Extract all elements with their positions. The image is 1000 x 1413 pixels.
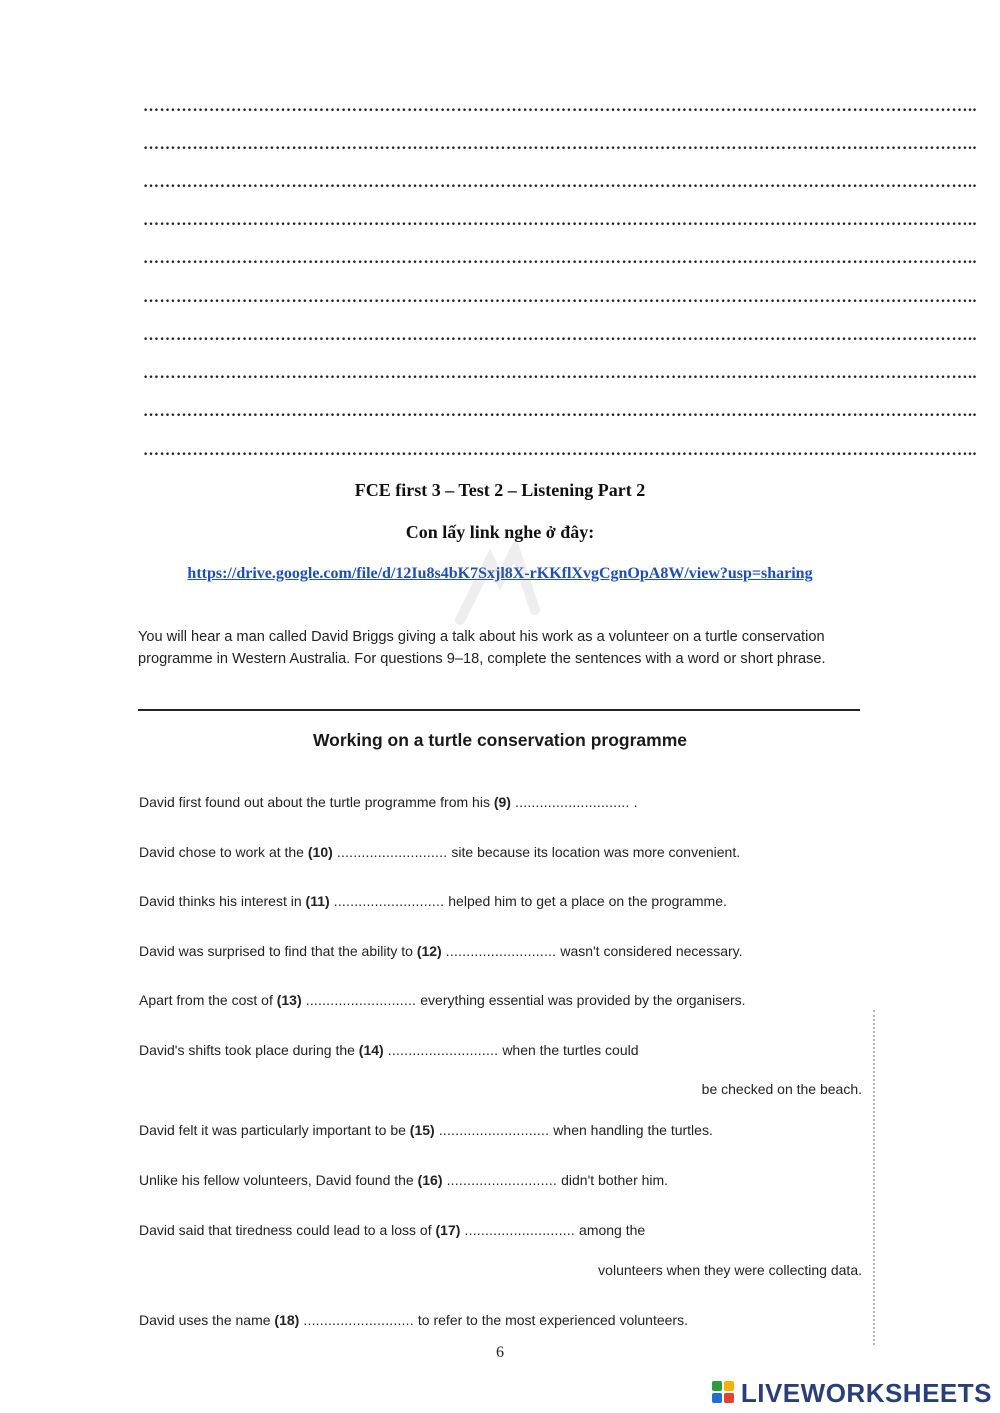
answer-blank[interactable]: ...........................	[301, 992, 421, 1008]
instructions: You will hear a man called David Briggs giving a talk about his work as a volunteer on a turtle conservation programme in Western Australia. For questions 9–18, complete the sentences with a word or short phrase.	[138, 629, 826, 667]
answer-blank[interactable]: ...........................	[460, 1222, 580, 1238]
scan-edge	[873, 1010, 879, 1345]
question-10	[139, 844, 740, 860]
liveworksheets-logo-icon	[711, 1379, 737, 1407]
question-number: (11)	[305, 893, 330, 909]
question-13	[139, 992, 746, 1008]
watermark-icon	[440, 540, 580, 640]
question-text: David's shifts took place during the	[139, 1042, 359, 1058]
question-text: David thinks his interest in	[139, 893, 306, 909]
question-text: didn't bother him.	[561, 1172, 669, 1188]
answer-line[interactable]: ……………………………………………………………………………………………………………………………………..	[143, 403, 977, 420]
question-text: David first found out about the turtle programme from his	[139, 794, 494, 810]
answer-line[interactable]: ……………………………………………………………………………………………………………………………………..	[143, 289, 977, 306]
answer-blank[interactable]: ...........................	[441, 943, 561, 959]
brand-name: LIVEWORKSHEETS	[740, 1377, 992, 1408]
question-number: (10)	[307, 844, 333, 860]
question-text: wasn't considered necessary.	[560, 943, 743, 959]
question-text: among the	[579, 1222, 646, 1238]
question-text: helped him to get a place on the programme.	[448, 893, 727, 909]
question-9	[139, 794, 638, 810]
question-text: Unlike his fellow volunteers, David found the	[139, 1172, 418, 1188]
section-title: Working on a turtle conservation programme	[312, 730, 688, 750]
answer-line[interactable]: ……………………………………………………………………………………………………………………………………..	[143, 212, 977, 229]
answer-blank[interactable]: ...........................	[434, 1122, 554, 1138]
link-intro: Con lấy link nghe ở đây:	[405, 522, 595, 542]
question-18	[139, 1312, 688, 1328]
question-text: when the turtles could	[502, 1042, 639, 1058]
audio-link[interactable]: https://drive.google.com/file/d/12Iu8s4bK7Sxjl8X-rKKflXvgCgnOpA8W/view?usp=sharing	[187, 565, 813, 582]
question-text: to refer to the most experienced volunteers.	[417, 1312, 688, 1328]
answer-line[interactable]: ……………………………………………………………………………………………………………………………………..	[143, 174, 977, 191]
question-14-continuation: be checked on the beach.	[701, 1081, 862, 1097]
question-text: David chose to work at the	[139, 844, 308, 860]
question-text: David was surprised to find that the ability to	[139, 943, 417, 959]
question-text: everything essential was provided by the organisers.	[420, 992, 746, 1008]
question-text: site because its location was more convenient.	[451, 844, 741, 860]
answer-line[interactable]: ……………………………………………………………………………………………………………………………………..	[143, 442, 977, 459]
answer-blank[interactable]: ...........................	[332, 844, 452, 860]
question-12	[139, 943, 743, 959]
question-number: (15)	[409, 1122, 435, 1138]
question-number: (14)	[358, 1042, 384, 1058]
answer-line[interactable]: ……………………………………………………………………………………………………………………………………..	[143, 136, 977, 153]
question-17	[139, 1222, 645, 1238]
answer-blank[interactable]: ...........................	[442, 1172, 562, 1188]
page-number: 6	[496, 1344, 504, 1361]
divider	[138, 709, 860, 711]
question-number: (18)	[274, 1312, 300, 1328]
test-title: FCE first 3 – Test 2 – Listening Part 2	[354, 480, 646, 500]
question-text: David felt it was particularly important to be	[139, 1122, 410, 1138]
question-text: .	[633, 794, 638, 810]
question-number: (17)	[435, 1222, 461, 1238]
question-11	[139, 893, 727, 909]
question-number: (9)	[493, 794, 511, 810]
question-number: (16)	[417, 1172, 443, 1188]
question-17-continuation: volunteers when they were collecting data.	[598, 1262, 862, 1278]
answer-line[interactable]: ……………………………………………………………………………………………………………………………………..	[143, 250, 977, 267]
answer-line[interactable]: ……………………………………………………………………………………………………………………………………..	[143, 365, 977, 382]
question-16	[139, 1172, 668, 1188]
question-text: David said that tiredness could lead to a loss of	[139, 1222, 436, 1238]
question-15	[139, 1122, 713, 1138]
answer-line[interactable]: ……………………………………………………………………………………………………………………………………..	[143, 98, 977, 115]
question-text: when handling the turtles.	[553, 1122, 713, 1138]
question-text: David uses the name	[139, 1312, 275, 1328]
answer-blank[interactable]: ...........................	[299, 1312, 418, 1328]
answer-blank[interactable]: ............................	[510, 794, 634, 810]
question-text: Apart from the cost of	[139, 992, 277, 1008]
brand-footer[interactable]	[711, 1378, 992, 1408]
answer-line[interactable]: ……………………………………………………………………………………………………………………………………..	[143, 327, 977, 344]
question-number: (12)	[416, 943, 442, 959]
answer-blank[interactable]: ...........................	[329, 893, 449, 909]
question-number: (13)	[276, 992, 302, 1008]
question-14	[139, 1042, 639, 1058]
answer-blank[interactable]: ...........................	[383, 1042, 503, 1058]
